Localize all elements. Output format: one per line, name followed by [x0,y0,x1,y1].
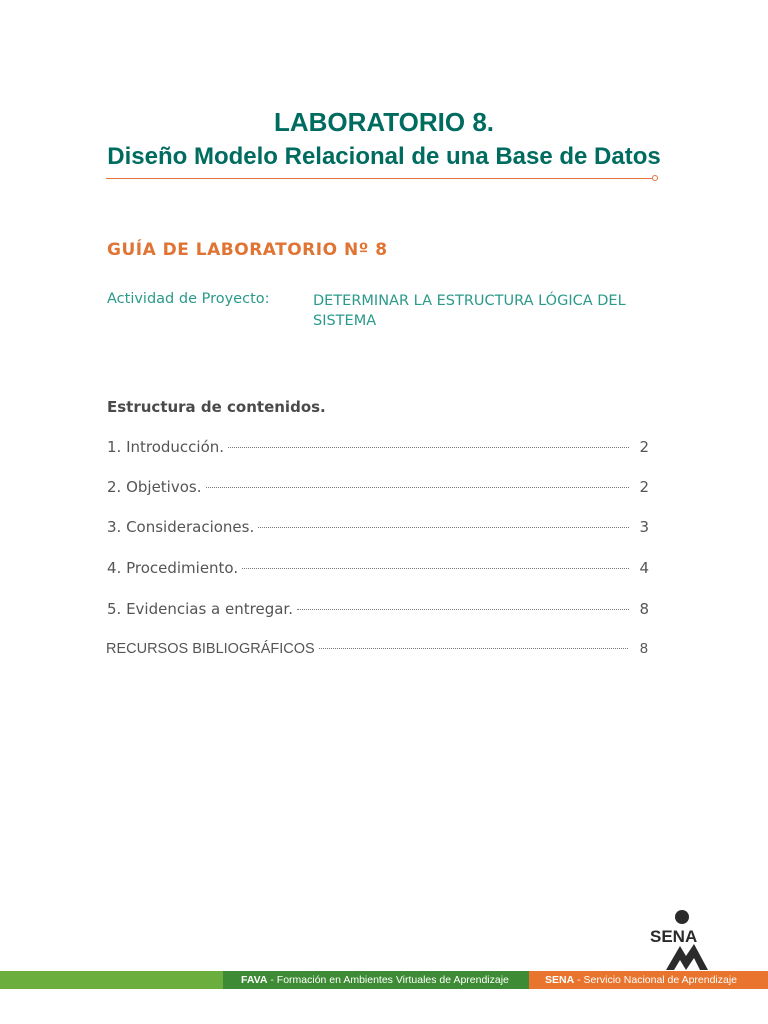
toc-entry-page: 8 [639,600,649,618]
toc-entry-page: 2 [639,478,649,496]
toc-entry-label: 1. Introducción. [107,438,225,456]
toc-entry[interactable] [107,478,649,500]
toc-entry-label: 4. Procedimiento. [107,559,239,577]
toc-entry[interactable] [106,641,648,663]
toc-entry[interactable] [107,438,649,460]
toc-entry-page: 2 [639,438,649,456]
toc-title: Estructura de contenidos. [107,398,326,416]
toc-entry[interactable] [107,518,649,540]
footer-sena-text [545,972,737,988]
title-divider [106,178,654,179]
toc-entry-label: 5. Evidencias a entregar. [107,600,293,618]
toc-entry-label: RECURSOS BIBLIOGRÁFICOS [106,641,315,657]
toc-leader-dots [206,487,630,488]
toc-leader-dots [228,447,629,448]
toc-entry[interactable] [107,600,649,622]
sena-logo [646,908,726,972]
footer-fava-text [241,972,509,988]
activity-label: Actividad de Proyecto: [107,291,270,307]
toc-entry-label: 2. Objetivos. [107,478,202,496]
divider-end-dot [652,175,658,181]
toc-entry-page: 3 [639,518,649,536]
guide-title: GUÍA DE LABORATORIO Nº 8 [107,240,388,260]
activity-value: DETERMINAR LA ESTRUCTURA LÓGICA DEL SISTEMA [313,293,626,329]
toc-entry-label: 3. Consideraciones. [107,518,255,536]
sena-logo-text: SENA [650,927,698,946]
toc-entry-page: 4 [639,559,649,577]
toc-leader-dots [319,648,628,649]
toc-entry-page: 8 [639,641,648,657]
page-subtitle: Diseño Modelo Relacional de una Base de Datos [107,143,661,170]
toc-leader-dots [258,527,629,528]
footer-sena-desc: - Servicio Nacional de Aprendizaje [574,974,738,986]
toc-entry[interactable] [107,559,649,581]
footer-sena-bold: SENA [545,974,575,986]
toc-leader-dots [242,568,629,569]
footer-fava-desc: - Formación en Ambientes Virtuales de Aprendizaje [267,974,509,986]
footer-fava-bold: FAVA [241,974,268,986]
toc-leader-dots [297,609,629,610]
page-title: LABORATORIO 8. [273,107,495,137]
